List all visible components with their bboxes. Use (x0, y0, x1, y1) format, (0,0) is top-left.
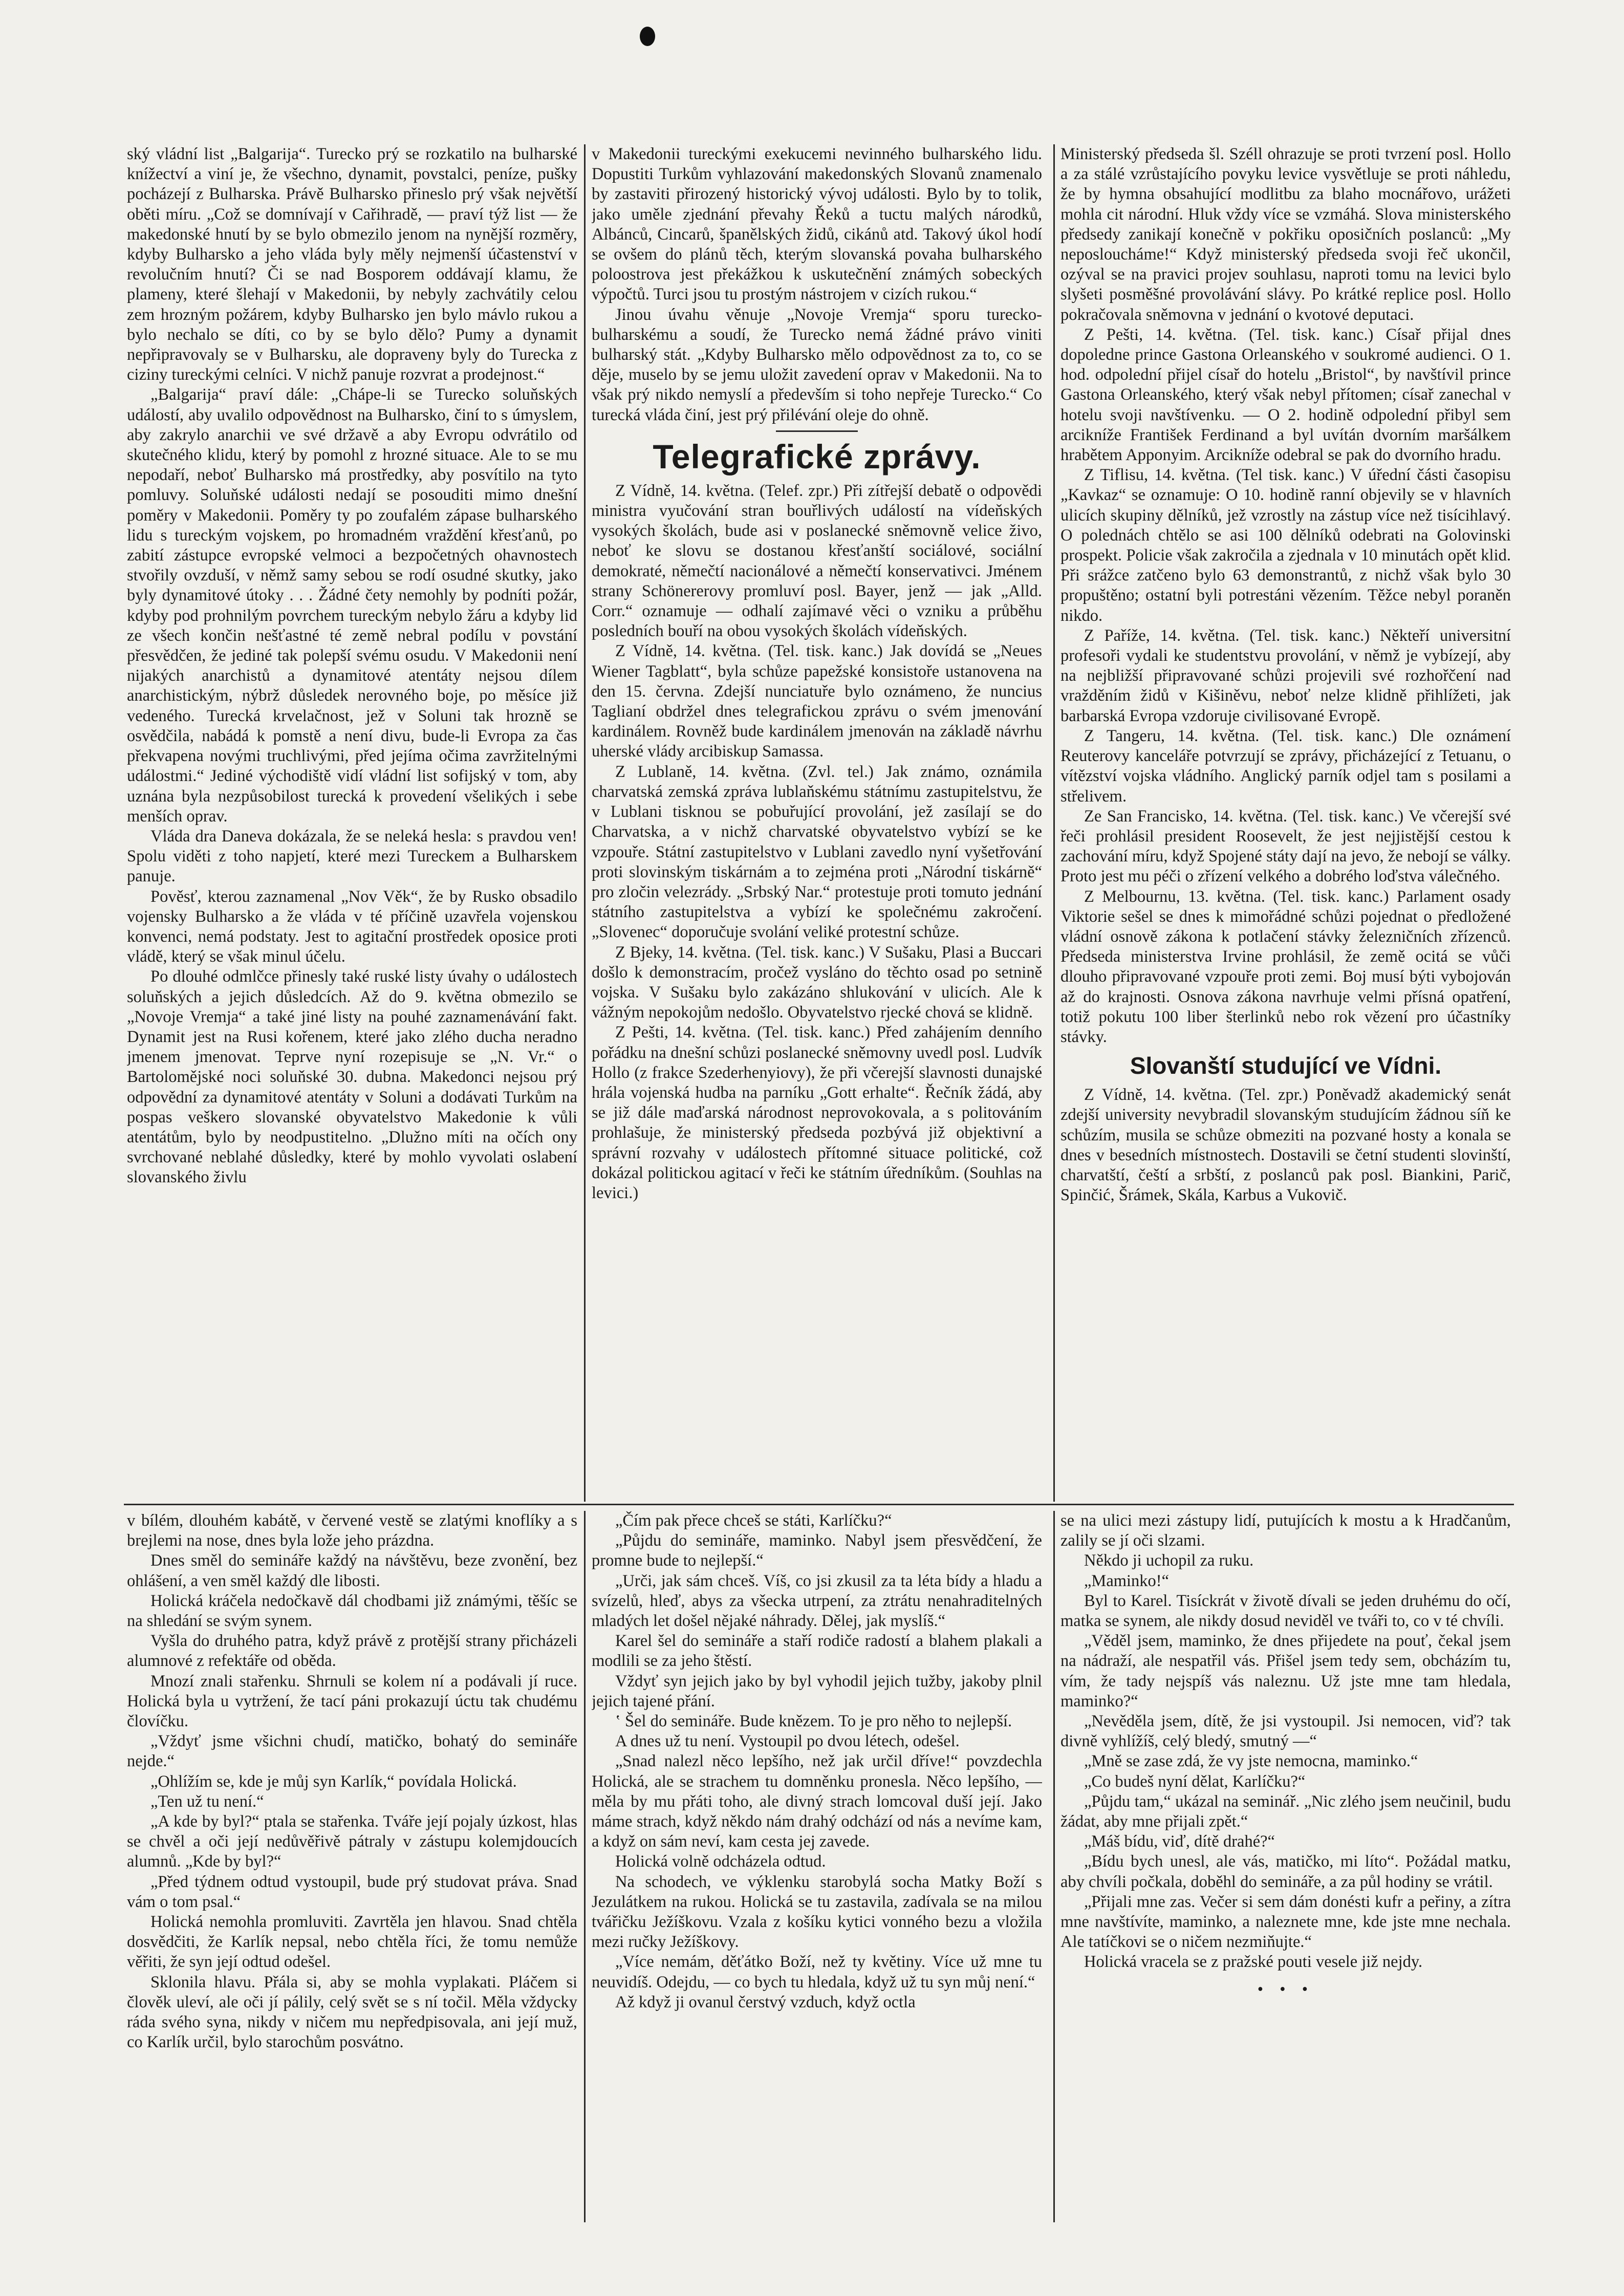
feuilleton-column-1 (127, 1511, 577, 2217)
section-heading-slovansti-studujici: Slovanští studující ve Vídni. (1130, 1052, 1442, 1079)
paragraph: Vláda dra Daneva dokázala, že se neleká hesla: s pravdou ven! Spolu viděti z toho napjetí, které mezi Tureckem a Bulharskem panuje. (127, 827, 577, 886)
paragraph: Až když ji ovanul čerstvý vzduch, když octla (615, 1992, 916, 2011)
news-item: Z Vídně, 14. května. (Tel. zpr.) Poněvadž akademický senát zdejší university nevybradil slovanským studujícím žádnou síň ke schůzím, musila se schůze obmeziti na pozvané hosty a konala se dnes v besedních místnostech. Dostavili se četní studenti slovinští, charvatští, čeští a srbští, z poslanců pak posl. Biankini, Parič, Spinčić, Šrámek, Skála, Karbus a Vukovič. (1060, 1086, 1511, 1205)
paragraph: „Přijali mne zas. Večer si sem dám donésti kufr a peřiny, a zítra mne navštívíte, maminko, a naleznete mne, kde jste mne nechala. Ale tatíčkovi se o ničem nezmiňujte.“ (1060, 1892, 1511, 1952)
paragraph: ‛ Šel do semináře. Bude knězem. To je pro něho to nejlepší. (615, 1712, 1012, 1731)
news-item: Z Vídně, 14. května. (Tel. tisk. kanc.) Jak dovídá se „Neues Wiener Tagblatt“, byla schůze papežské konsistoře ustanovena na den 15. června. Zdejší nunciatuře bylo oznámeno, že nuncius Taglianí obdržel dnes telegrafickou zprávu o svém jmenování kardinálem. Rovněž bude kardinálem jmenován na základě návrhu uherské vlády arcibiskup Samassa. (592, 642, 1042, 761)
paragraph: Někdo ji uchopil za ruku. (1084, 1551, 1254, 1570)
news-item: Z Tangeru, 14. května. (Tel. tisk. kanc.) Dle oznámení Reuterovy kanceláře potvrzují se zprávy, přicházející z Tetuanu, o vítězství vojska vládního. Anglický parník odjel tam s posilami a střelivem. (1060, 726, 1511, 806)
paragraph: Dnes směl do semináře každý na návštěvu, beze zvonění, bez ohlášení, a ven směl každý dle libosti. (127, 1551, 577, 1590)
news-item: Z Melbournu, 13. května. (Tel. tisk. kanc.) Parlament osady Viktorie sešel se dnes k mimořádné schůzi pojednat o předložené vládní osnově zákona k potlačení stávky železničních zřízenců. Předseda ministerstva Irvine prohlásil, že země ocitá se vůči dlouho připravované vzpouře proti zemi. Boj musí býti vybojován až do krajnosti. Osnova zákona navrhuje velmi přísná opatření, totiž pokutu 100 liber šterlinků nebo rok vězení pro účastníky stávky. (1060, 887, 1511, 1046)
paragraph: Jinou úvahu věnuje „Novoje Vremja“ sporu turecko-bulharskému a soudí, že Turecko nemá žádné právo viniti bulharský stát. „Kdyby Bulharsko mělo odpovědnost za to, co se děje, muselo by se jemu uložit zavedení oprav v Makedonii. Na to však prý nikdo nemyslí a především si toho nepřeje Turecko.“ Co turecká vláda činí, jest prý přilévání oleje do ohně. (592, 305, 1042, 424)
news-item: Z Bjeky, 14. května. (Tel. tisk. kanc.) V Sušaku, Plasi a Buccari došlo k demonstracím, pročež vysláno do těchto osad po setnině vojska. V Sušaku bylo zakázáno shlukování v ulicích. Ale k vážným nepokojům nedošlo. Obyvatelstvo rjecké chová se klidně. (592, 943, 1042, 1022)
paragraph: „Před týdnem odtud vystoupil, bude prý studovat práva. Snad vám o tom psal.“ (127, 1872, 577, 1911)
feuilleton-column-2 (592, 1511, 1042, 2217)
paragraph: Holická vracela se z pražské pouti vesele již nejdy. (1084, 1953, 1423, 1972)
paragraph: „Snad nalezl něco lepšího, než jak určil dříve!“ povzdechla Holická, ale se strachem tu domněnku pronesla. Něco lepšího, — měla by mu přáti toho, ale divný strach lomcoval duší její. Jako máme strach, když někdo nám drahý odchází od nás a nevíme kam, a když on sám neví, kam cesta jej zavede. (592, 1752, 1042, 1851)
paragraph: Holická kráčela nedočkavě dál chodbami již známými, těšíc se na shledání se svým synem. (127, 1591, 577, 1631)
paragraph: „Čím pak přece chceš se státi, Karlíčku?“ (615, 1511, 892, 1530)
column-divider (584, 144, 586, 1502)
paragraph: Po dlouhé odmlčce přinesly také ruské listy úvahy o událostech soluňských a jejich důsledcích. Až do 9. května obmezilo se „Novoje Vremja“ a také jiné listy na pouhé zaznamenávání fakt. Dynamit jest na Rusi kořenem, které jako zlého ducha neradno jmenem jmenovat. Teprve nyní rozepisuje se „N. Vr.“ o Bartolomějské noci soluňské 30. dubna. Makedonci nejsou prý odpovědní za dynamitové atentáty v Soluni a dodávati Turkům na pospas veškero slovanské obyvatelstvo Makedonie k vůli atentátům, bylo by neodpustitelno. „Dlužno míti na očích ony svrchované neblahé důsledky, které by mohlo vyvolati oslabení slovanského živlu (127, 967, 577, 1187)
paragraph: „Co budeš nyní dělat, Karlíčku?“ (1084, 1772, 1306, 1791)
feuilleton-column-3 (1060, 1511, 1511, 2217)
upper-column-3 (1060, 144, 1511, 1496)
paragraph: „Mně se zase zdá, že vy jste nemocna, maminko.“ (1084, 1752, 1418, 1771)
column-divider (1053, 1511, 1055, 2222)
paragraph: „Balgarija“ praví dále: „Chápe-li se Turecko soluňských událostí, aby uvalilo odpovědnost na Bulharsko, činí to s úmyslem, aby zakrylo anarchii ve své državě a aby Evropu odvrátilo od skutečného klidu, který by pomohl z hrozné situace. Ale to se mu nepodaří, neboť Bulharsko má prostředky, aby posvítilo na tyto pomluvy. Soluňské události nedají se posouditi mimo dnešní poměry v Makedonii. Poměry ty po zoufalém zápase bulharského lidu s tureckým vojskem, po hromadném vraždění křesťanů, po zabití zástupce evropské velmoci a bezpočetných ohavnostech stvořily ovzduší, v němž samy sebou se rodí osudné skutky, jako byly dynamitové útoky . . . Žádné čety nemohly by podníti požár, kdyby pod prohnilým povrchem tureckým nebylo žáru a kdyby lid ze všech končin nešťastné té země nebral podílu v povstání přesvědčen, že jediné tak polepší svému osudu. V Makedonii není nijakých anarchistů a dynamitové atentáty nejsou dílem anarchistickým, nýbrž důsledek nerovného boje, po měsíce již vedeného. Turecká krvelačnost, jež v Soluni tak hrozně se osvědčila, nabádá k pomstě a není divu, bude-li Evropa za čas překvapena novými truchlivými, před jejíma očima zavržitelnými událostmi.“ Jediné východiště vidí vládní list sofijský v tom, aby uznána byla nezpůsobilost turecká k provedení všelikých i sebe menších oprav. (127, 385, 577, 826)
paragraph: „Urči, jak sám chceš. Víš, co jsi zkusil za ta léta bídy a hladu a svízelů, hleď, abys za všecka utrpení, za ztrátu nenahraditelných mladých let došel nějaké náhrady. Dělej, jak myslíš.“ (592, 1571, 1042, 1631)
paragraph: Mnozí znali stařenku. Shrnuli se kolem ní a podávali jí ruce. Holická byla u vytržení, že tací páni prokazují úctu tak chudému človíčku. (127, 1672, 577, 1731)
paragraph: Sklonila hlavu. Přála si, aby se mohla vyplakati. Pláčem si člověk uleví, ale oči jí pálily, celý svět se s ní točil. Měla vždycky ráda svého syna, nikdy v ničem mu nepředpisovala, ani její muž, co Karlík určil, bylo starochům posvátno. (127, 1973, 577, 2052)
news-item: Z Vídně, 14. května. (Telef. zpr.) Při zítřejší debatě o odpovědi ministra vyučování stran bouřlivých událostí na vídeňských vysokých školách, bude asi v poslanecké sněmovně velice živo, neboť ke slovu se dostanou křesťanští sociálové, sociální demokraté, němečtí nacionálové a němečtí konservativci. Jménem strany Schönererovy promluví posl. Bayer, jenž — jak „Alld. Corr.“ oznamuje — odhalí zajímavé věci o vzniku a průběhu posledních bouří na obou vysokých školách vídeňských. (592, 481, 1042, 641)
paragraph: „Půjdu tam,“ ukázal na seminář. „Nic zlého jsem neučinil, budu žádat, aby mne přijali zpět.“ (1060, 1792, 1511, 1831)
paragraph: „Ohlížím se, kde je můj syn Karlík,“ povídala Holická. (150, 1772, 517, 1791)
paragraph: Karel šel do semináře a staří rodiče radostí a blahem plakali a modlili se za jeho štěstí. (592, 1632, 1042, 1671)
end-mark: • • • (1257, 1980, 1314, 1999)
paragraph: „Věděl jsem, maminko, že dnes přijedete na pouť, čekal jsem na nádraží, ale nespatřil vás. Přišel jsem tedy sem, obcházím tu, vím, že tady nejspíš vás naleznu. Už jste mne tam hledala, maminko?“ (1060, 1632, 1511, 1710)
paragraph: „Více nemám, děťátko Boží, než ty květiny. Více už mne tu neuvidíš. Odejdu, — co bych tu hledala, když už tu syn můj není.“ (592, 1953, 1042, 1991)
paragraph: v Makedonii tureckými exekucemi nevinného bulharského lidu. Dopustiti Turkům vyhlazování makedonských Slovanů znamenalo by zastaviti přirozený historický vývoj události. Bylo by to tolik, jako uměle zjednání převahy Řeků a tuctu malých národků, Albánců, Cincarů, španělských židů, cikánů atd. Takový úkol hodí se ovšem do plánů těch, kterým slovanská povaha bulharského poloostrova jest překážkou k uskutečnění známých sobeckých výpočtů. Turci jsou tu prostým nástrojem v cizích rukou.“ (592, 145, 1042, 304)
column-divider (584, 1511, 586, 2222)
news-item: Ministerský předseda šl. Széll ohrazuje se proti tvrzení posl. Hollo a za stálé vzrůstajícího povyku levice vysvětluje se proti náhledu, že by hymna obsahující modlitbu za blaho mocnářovo, urážeti mohla cit národní. Hluk vždy více se vzmáhá. Slova ministerského předsedy zanikají konečně v pokřiku oposičních poslanců: „My neposlouchámeǃ“ Když ministerský předseda svoji řeč ukončil, ozýval se na pravici projev souhlasu, naproti tomu na levici bylo slyšeti posměšné provolávání slávy. Po krátké replice posl. Hollo pokračovala sněmovna v jednání o kvotové deputaci. (1060, 145, 1511, 324)
section-heading-telegraficke-zpravy: Telegrafické zprávy. (653, 437, 981, 475)
news-item: Z Lublaně, 14. května. (Zvl. tel.) Jak známo, oznámila charvatská zemská zpráva lublaňskému státnímu zastupitelstvu, že v Lublani tisknou se pobuřující provolání, jež zasílají se do Charvatska, a v nichž charvatské obyvatelstvo vybízí se ke vzpouře. Státní zastupitelstvo v Lublani zavedlo nyní vyšetřování proti slovinským tiskárnám a to zejména proti „Národní tiskárně“ pro zločin velezrády. „Srbský Nar.“ protestuje proti tomuto jednání státního zastupitelstva a vybízí ke společnému zakročení. „Slovenec“ doporučuje svolání veliké protestní schůze. (592, 762, 1042, 942)
column-divider (1053, 144, 1055, 1502)
news-item: Z Paříže, 14. května. (Tel. tisk. kanc.) Někteří universitní profesoři vydali ke studentstvu provolání, v němž je vybízejí, aby na nejbližší připravované schůzi projevili své rozhořčení nad vražděním židů v Kišiněvu, neboť nelze klidně přihlížeti, jak barbarská Evropa vzdoruje civilisované Evropě. (1060, 626, 1511, 725)
paragraph: Na schodech, ve výklenku starobylá socha Matky Boží s Jezulátkem na rukou. Holická se tu zastavila, zadívala se na milou tvářičku Ježíškovu. Vzala z košíku kytici vonného bezu a vložila mezi ručky Ježíškovy. (592, 1872, 1042, 1952)
paragraph: ský vládní list „Balgarija“. Turecko prý se rozkatilo na bulharské knížectví a viní je, že všechno, dynamit, povstalci, peníze, pušky pocházejí z Bulharska. Právě Bulharsko přineslo prý však největší oběti míru. „Což se domnívají v Cařihradě, — praví týž list — že makedonské hnutí by se bylo obmezilo jenom na nynější rozměry, kdyby Bulharsko a jeho vláda byly měly nejmenší účastenství v revolučním hnutí? Či se nad Bosporem oddávají klamu, že plameny, které šlehají v Makedonii, by nebyly zachvátily celou zem hrozným požárem, kdyby Bulharsko jen bylo mávlo rukou a bylo nechalo se díti, co by se bylo dělo? Pumy a dynamit nepřipravovaly se v Bulharsku, ale dopraveny byly do Turecka z ciziny tureckými celníci. V nichž panuje rozvrat a prodejnost.“ (127, 145, 577, 384)
news-item: Z Tiflisu, 14. května. (Tel tisk. kanc.) V úřední části časopisu „Kavkaz“ se oznamuje: O 10. hodině ranní objevily se v hlavních ulicích skupiny dělníků, jež vzrostly na zástup více než tisícihlavý. O polednách chtělo se asi 100 dělníků odebrati na Golovinski prospekt. Policie však zakročila a zjednala v 10 minutách opět klid. Při srážce zatčeno bylo 63 demonstrantů, z nichž však bylo 30 propuštěno; ostatní byli potrestáni vězením. Těžce nebyl poraněn nikdo. (1060, 466, 1511, 625)
paragraph: v bílém, dlouhém kabátě, v červené vestě se zlatými knoflíky a s brejlemi na nose, dnes byla lože jeho prázdna. (127, 1511, 577, 1550)
paragraph: Holická volně odcházela odtud. (615, 1852, 826, 1871)
paragraph: „Nevěděla jsem, dítě, že jsi vystoupil. Jsi nemocen, viď? tak divně vyhlížíš, celý bledý, smutný —“ (1060, 1712, 1511, 1751)
paragraph: „Bídu bych unesl, ale vás, matičko, mi líto“. Požádal matku, aby chvíli počkala, doběhl do semináře, a za půl hodiny se vrátil. (1060, 1852, 1511, 1891)
paragraph: A dnes už tu není. Vystoupil po dvou létech, odešel. (615, 1732, 960, 1751)
news-item: Z Pešti, 14. května. (Tel. tisk. kanc.) Císař přijal dnes dopoledne prince Gastona Orleanského v soukromé audienci. O 1. hod. odpolední přijel císař do hotelu „Bristol“, by navštívil prince Gastona Orleanského, který však nebyl přítomen; císař zanechal v hotelu svoji navštívenku. — O 2. hodině odpolední přibyl sem arcikníže František Ferdinand a byl uvítán dvorním maršálkem hrabětem Apponyim. Arcikníže odebral se pak do dvorního hradu. (1060, 325, 1511, 465)
punch-hole (640, 27, 655, 46)
feuilleton-divider (124, 1504, 1514, 1505)
paragraph: „Ten už tu není.“ (150, 1792, 264, 1811)
paragraph: se na ulici mezi zástupy lidí, putujících k mostu a k Hradčanům, zalily se jí oči slzami. (1060, 1511, 1511, 1550)
paragraph: „Půjdu do semináře, maminko. Nabyl jsem přesvědčení, že promne bude to nejlepší.“ (592, 1531, 1042, 1570)
paragraph: „Maminko!“ (1084, 1571, 1170, 1590)
paragraph: „Máš bídu, viď, dítě drahé?“ (1084, 1832, 1275, 1851)
paragraph: „Vždyť jsme všichni chudí, matičko, bohatý do semináře nejde.“ (127, 1732, 577, 1771)
news-item: Ze San Francisko, 14. května. (Tel. tisk. kanc.) Ve včerejší své řeči prohlásil president Roosevelt, že jest nejjistější cestou k zachování míru, když Spojené státy dají na jevo, že nebojí se války. Proto jest mu péči o zřízení velkého a dobrého loďstva válečného. (1060, 807, 1511, 886)
paragraph: Pověsť, kterou zaznamenal „Nov Věk“, že by Rusko obsadilo vojensky Bulharsko a že vláda v té příčině uzavřela vojenskou konvenci, nemá podstaty. Jest to agitační prostředek oposice proti vládě, který se však minul účelu. (127, 887, 577, 966)
paragraph: Vyšla do druhého patra, když právě z protější strany přicházeli alumnové z refektáře od oběda. (127, 1632, 577, 1671)
news-item: Z Pešti, 14. května. (Tel. tisk. kanc.) Před zahájením denního pořádku na dnešní schůzi poslanecké sněmovny uvedl posl. Ludvík Hollo (z frakce Szederhenyiovy), že při včerejší slavnosti dunajské hrála vojenská hudba na parníku „Gott erhalte“. Řečník žádá, aby se již dále maďarská národnost neprovokovala, a s politováním prohlašuje, že ministerský předseda pozbývá již objektivní a správní rozvahy v událostech přítomné situace politické, což dokázal politickou agitací v řeči ke státním úředníkům. (Souhlas na levici.) (592, 1023, 1042, 1202)
section-divider (776, 430, 858, 432)
upper-column-1 (127, 144, 577, 1496)
paragraph: Vždyť syn jejich jako by byl vyhodil jejich tužby, jakoby plnil jejich tajené přání. (592, 1672, 1042, 1710)
paragraph: „A kde by byl?“ ptala se stařenka. Tváře její pojaly úzkost, hlas se chvěl a oči její nedůvěřivě pátraly v zástupu kolemjdoucích alumnů. „Kde by byl?“ (127, 1812, 577, 1871)
paragraph: Holická nemohla promluviti. Zavrtěla jen hlavou. Snad chtěla dosvědčiti, že Karlík nepsal, nebo chtěla říci, že tomu nemůže věřiti, že syn její odtud odešel. (127, 1913, 577, 1972)
paragraph: Byl to Karel. Tisíckrát v životě dívali se jeden druhému do očí, matka se synem, ale nikdy dosud neviděl ve tváři to, co v té chvíli. (1060, 1591, 1511, 1631)
upper-column-2 (592, 144, 1042, 1496)
